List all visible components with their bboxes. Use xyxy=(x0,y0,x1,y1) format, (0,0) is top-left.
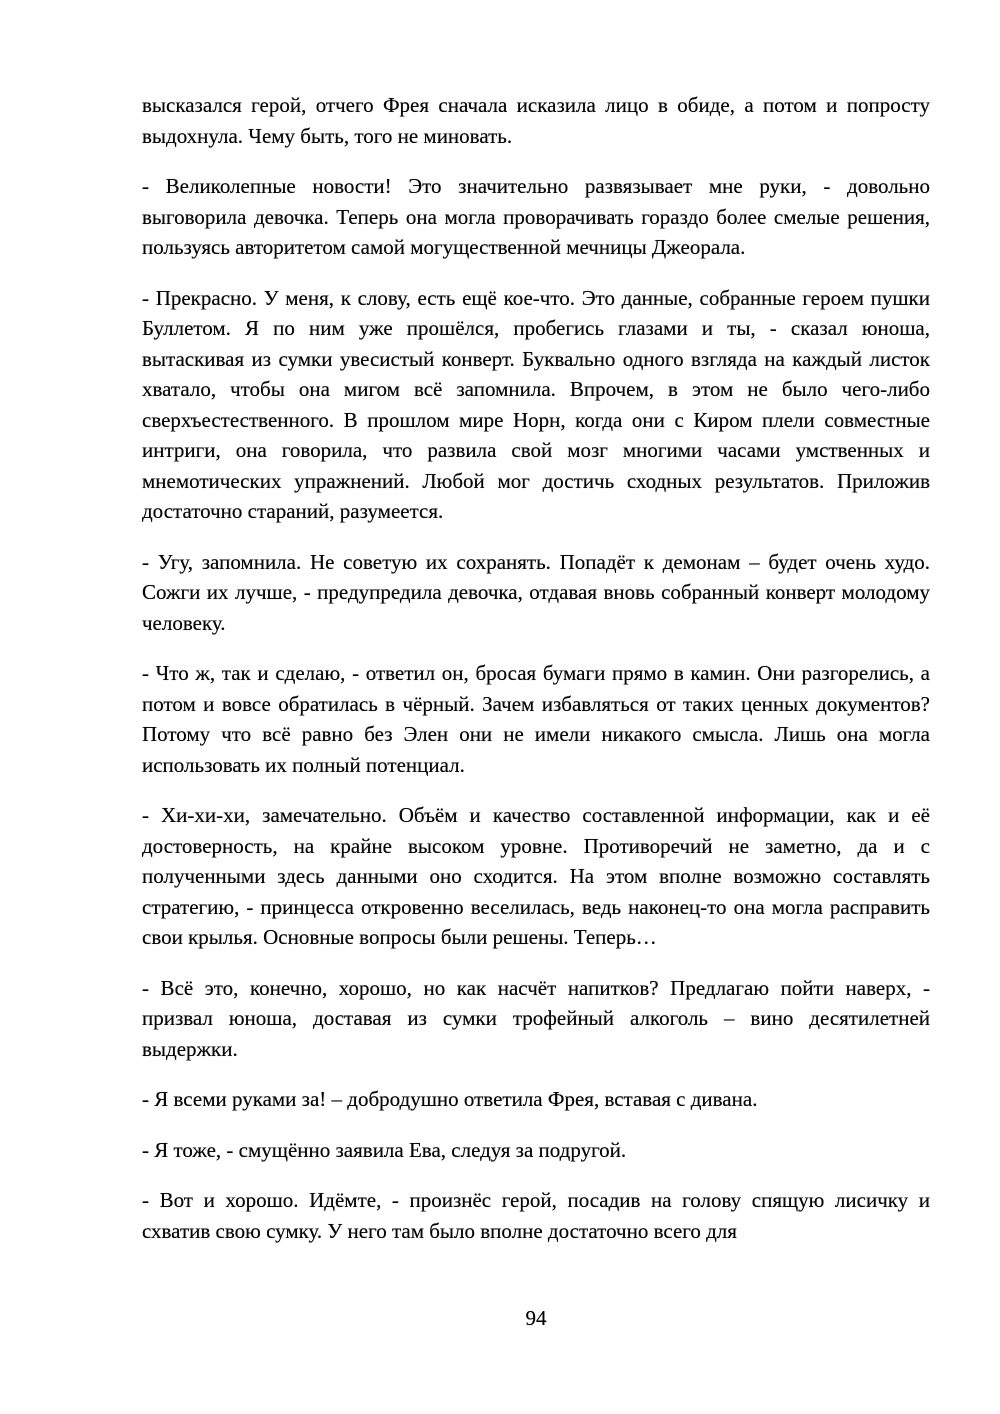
paragraph-6: - Хи-хи-хи, замечательно. Объём и качество составленной информации, как и её достоверность, на крайне высоком уровне. Противоречий не заметно, да и с полученными здесь данными оно сходится. На этом вполне возможно составлять стратегию, - принцесса откровенно веселилась, ведь наконец-то она могла расправить свои крылья. Основные вопросы были решены. Теперь… xyxy=(142,803,930,949)
paragraph-5: - Что ж, так и сделаю, - ответил он, бросая бумаги прямо в камин. Они разгорелись, а потом и вовсе обратилась в чёрный. Зачем избавляться от таких ценных документов? Потому что всё равно без Элен они не имели никакого смысла. Лишь она могла использовать их полный потенциал. xyxy=(142,661,930,777)
paragraph-9: - Я тоже, - смущённо заявила Ева, следуя за подругой. xyxy=(142,1137,627,1162)
paragraph-2: - Великолепные новости! Это значительно развязывает мне руки, - довольно выговорила девочка. Теперь она могла проворачивать гораздо более смелые решения, пользуясь авторитетом самой могущественной мечницы Джеорала. xyxy=(142,174,930,259)
paragraph-7: - Всё это, конечно, хорошо, но как насчёт напитков? Предлагаю пойти наверх, - призвал юноша, доставая из сумки трофейный алкоголь – вино десятилетней выдержки. xyxy=(142,975,930,1061)
paragraph-10: - Вот и хорошо. Идёмте, - произнёс герой, посадив на голову спящую лисичку и схватив свою сумку. У него там было вполне достаточно всего для xyxy=(142,1188,930,1243)
paragraph-4: - Угу, запомнила. Не советую их сохранять. Попадёт к демонам – будет очень худо. Сожги их лучше, - предупредила девочка, отдавая вновь собранный конверт молодому человеку. xyxy=(142,549,930,635)
paragraph-3: - Прекрасно. У меня, к слову, есть ещё кое-что. Это данные, собранные героем пушки Буллетом. Я по ним уже прошёлся, пробегись глазами и ты, - сказал юноша, вытаскивая из сумки увесистый конверт. Буквально одного взгляда на каждый листок хватало, чтобы она мигом всё запомнила. Впрочем, в этом не было чего-либо сверхъестественного. В прошлом мире Норн, когда они с Киром плели совместные интриги, она говорила, что развила свой мозг многими часами умственных и мнемотических упражнений. Любой мог достичь сходных результатов. Приложив достаточно стараний, разумеется. xyxy=(142,285,930,523)
page-text xyxy=(142,90,930,1246)
page-number: 94 xyxy=(525,1306,547,1330)
paragraph-8: - Я всеми руками за! – добродушно ответила Фрея, вставая с дивана. xyxy=(142,1087,758,1111)
paragraph-1: высказался герой, отчего Фрея сначала исказила лицо в обиде, а потом и попросту выдохнула. Чему быть, того не миновать. xyxy=(142,93,930,148)
